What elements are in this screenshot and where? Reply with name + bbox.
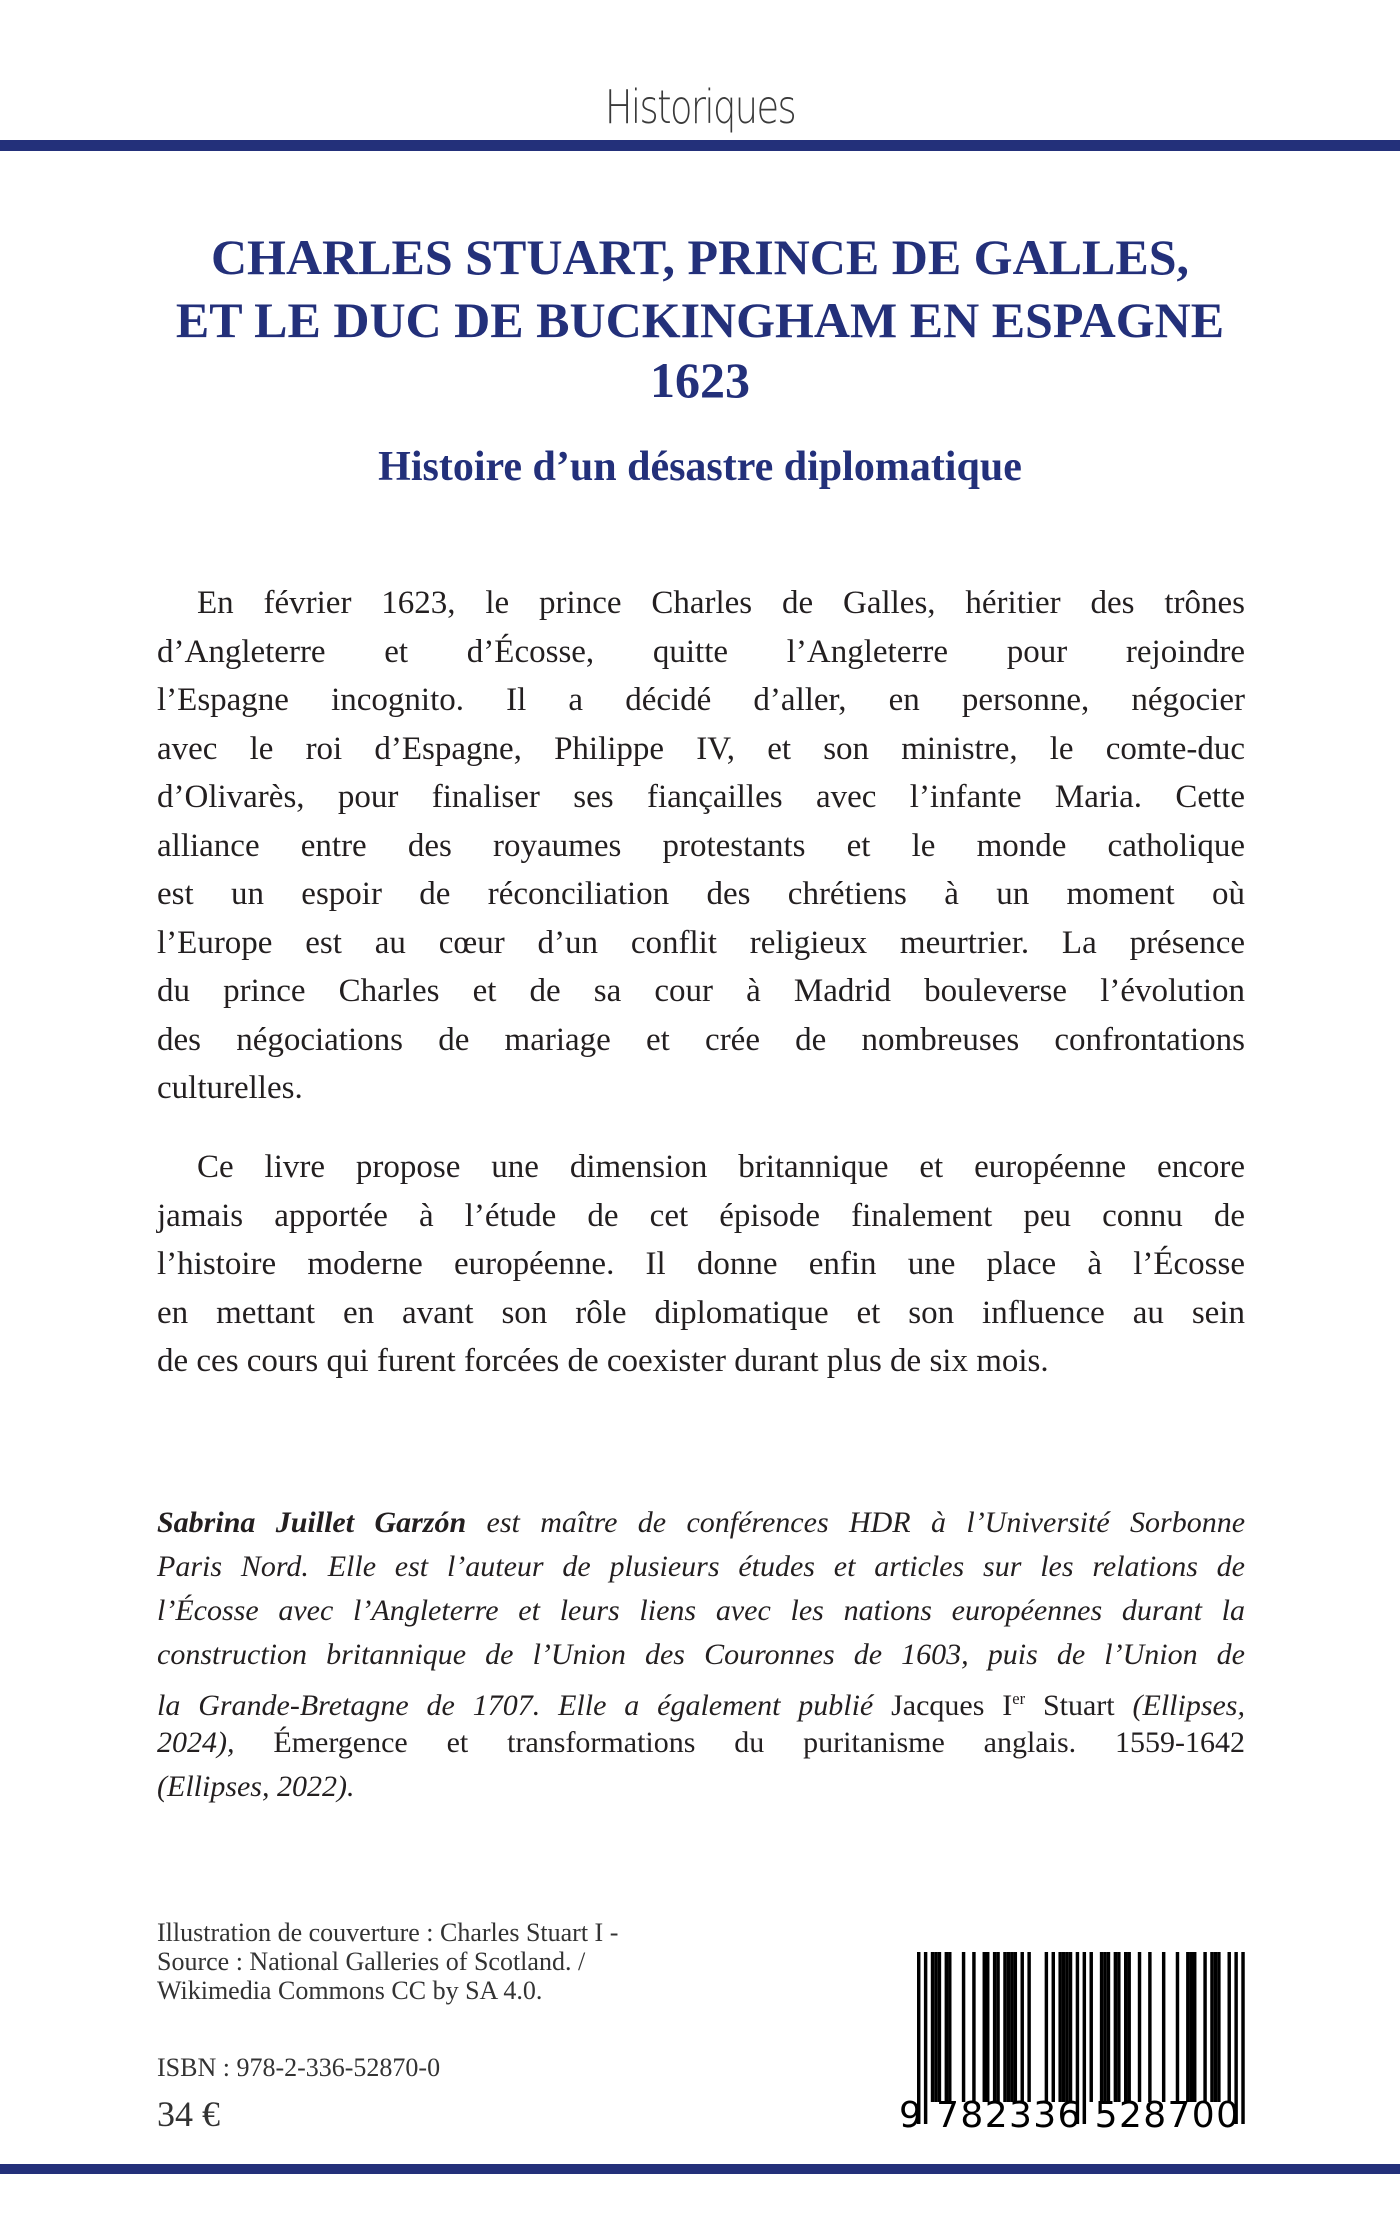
paragraph-line: jamais apportée à l’étude de cet épisode finalement peu connu de: [157, 1197, 1245, 1234]
paragraph-line: des négociations de mariage et crée de nombreuses confrontations: [157, 1021, 1245, 1058]
barcode-bar: [945, 1952, 948, 2102]
paragraph-line: en mettant en avant son rôle diplomatique et son influence au sein: [157, 1294, 1245, 1331]
paragraph-line: l’Europe est au cœur d’un conflit religieux meurtrier. La présence: [157, 924, 1245, 961]
bio-line: construction britannique de l’Union des Couronnes de 1603, puis de l’Union de: [157, 1638, 1245, 1671]
barcode-bar: [1203, 1952, 1206, 2102]
barcode-bar: [1228, 1952, 1231, 2102]
paragraph-line: du prince Charles et de sa cour à Madrid bouleverse l’évolution: [157, 973, 1245, 1009]
barcode-bar: [1090, 1952, 1093, 2102]
title-line-1: CHARLES STUART, PRINCE DE GALLES,: [210, 229, 1190, 285]
barcode-bar: [938, 1952, 941, 2102]
barcode-bar: [948, 1952, 951, 2102]
title-line-2: ET LE DUC DE BUCKINGHAM EN ESPAGNE: [175, 292, 1225, 348]
summary-paragraph-1: [157, 579, 1245, 1113]
paragraph-line: d’Olivarès, pour finaliser ses fiançailles avec l’infante Maria. Cette: [157, 779, 1245, 815]
barcode-bar: [986, 1952, 989, 2102]
bio-line: Paris Nord. Elle est l’auteur de plusieurs études et articles sur les relations de: [157, 1550, 1245, 1583]
barcode-bar: [1162, 1952, 1165, 2102]
barcode-bar: [1186, 1952, 1189, 2102]
subtitle: Histoire d’un désastre diplomatique: [378, 444, 1022, 490]
barcode-bar: [1124, 1952, 1127, 2102]
barcode-bar: [1214, 1952, 1217, 2102]
barcode-bar: [931, 1952, 934, 2102]
paragraph-line: l’Espagne incognito. Il a décidé d’aller, en personne, négocier: [157, 682, 1245, 718]
price: 34 €: [157, 2094, 220, 2134]
paragraph-line: est un espoir de réconciliation des chrétiens à un moment où: [157, 876, 1245, 912]
barcode-bar: [1138, 1952, 1141, 2102]
barcode-bar: [1190, 1952, 1193, 2102]
paragraph-line: l’histoire moderne européenne. Il donne enfin une place à l’Écosse: [157, 1246, 1245, 1282]
credit-line: Source : National Galleries of Scotland. /: [157, 1947, 586, 1976]
barcode-bar: [996, 1952, 999, 2102]
title-line-3: 1623: [650, 352, 750, 408]
barcode-bar: [993, 1952, 996, 2102]
paragraph-line: alliance entre des royaumes protestants et le monde catholique: [157, 827, 1245, 864]
barcode-bar: [1062, 1952, 1065, 2102]
barcode-bar: [1100, 1952, 1103, 2102]
barcode-bar: [1176, 1952, 1179, 2102]
paragraph-line: Ce livre propose une dimension britannique et européenne encore: [197, 1149, 1245, 1185]
barcode-bar: [962, 1952, 965, 2102]
barcode-bar: [1148, 1952, 1151, 2102]
series-logo: Historiques: [604, 80, 796, 134]
barcode-bar: [1103, 1952, 1106, 2102]
bio-text: 2024),: [157, 1726, 235, 1759]
barcode-bar: [934, 1952, 937, 2102]
bio-line: l’Écosse avec l’Angleterre et leurs liens avec les nations européennes durant la: [157, 1594, 1245, 1627]
barcode-bar: [983, 1952, 986, 2102]
barcode-bar: [1058, 1952, 1061, 2102]
bottom-rule: [0, 2164, 1400, 2174]
paragraph-line: culturelles.: [157, 1070, 303, 1106]
barcode-bar: [1052, 1952, 1055, 2102]
bio-text: (Ellipses,: [1132, 1689, 1245, 1722]
book-title: Stuart: [1025, 1689, 1133, 1722]
paragraph-line: En février 1623, le prince Charles de Galles, héritier des trônes: [197, 585, 1245, 621]
barcode-bar: [972, 1952, 975, 2102]
barcode-bar: [1114, 1952, 1117, 2102]
barcode-bar: [1117, 1952, 1120, 2102]
paragraph-line: avec le roi d’Espagne, Philippe IV, et son ministre, le comte-duc: [157, 730, 1245, 767]
barcode-bar: [1021, 1952, 1024, 2102]
summary-paragraph-2: [157, 1143, 1245, 1386]
barcode-bar: [1069, 1952, 1072, 2102]
cover-credits: [157, 1918, 618, 2005]
isbn: ISBN : 978-2-336-52870-0: [157, 2053, 441, 2082]
bio-line: (Ellipses, 2022).: [157, 1770, 355, 1803]
bio-text: la Grande-Bretagne de 1707. Elle a également publié: [157, 1689, 892, 1722]
barcode-bar: [1065, 1952, 1068, 2102]
barcode-bar: [1193, 1952, 1196, 2102]
barcode-bar: [1003, 1952, 1006, 2102]
book-title: Émergence et transformations du puritanisme anglais. 1559-1642: [234, 1726, 1245, 1759]
barcode-bar: [1027, 1952, 1030, 2102]
barcode-bar: [1007, 1952, 1010, 2102]
paragraph-line: d’Angleterre et d’Écosse, quitte l’Angleterre pour rejoindre: [157, 633, 1245, 670]
credit-line: Illustration de couverture : Charles Stuart I -: [157, 1918, 619, 1947]
barcode-bar: [1107, 1952, 1110, 2102]
barcode-digits: 9 782336 528700: [899, 2095, 1239, 2135]
barcode-bar: [1210, 1952, 1213, 2102]
paragraph-line: de ces cours qui furent forcées de coexister durant plus de six mois.: [157, 1343, 1049, 1379]
book-title: Jacques I: [891, 1689, 1013, 1722]
author-name: Sabrina Juillet Garzón: [157, 1506, 467, 1539]
bio-text: est maître de conférences HDR à l’Université Sorbonne: [466, 1506, 1246, 1539]
barcode-bar: [1241, 1952, 1244, 2124]
barcode-bar: [1127, 1952, 1130, 2102]
credit-line: Wikimedia Commons CC by SA 4.0.: [157, 1976, 543, 2005]
barcode-bar: [1014, 1952, 1017, 2102]
author-bio: [157, 1501, 1245, 1809]
barcode-bar: [1045, 1952, 1048, 2102]
barcode-bar: [1217, 1952, 1220, 2102]
barcode: [895, 1945, 1255, 2135]
book-title-sup: er: [1012, 1689, 1026, 1708]
top-rule: [0, 140, 1400, 151]
barcode-bar: [1010, 1952, 1013, 2102]
